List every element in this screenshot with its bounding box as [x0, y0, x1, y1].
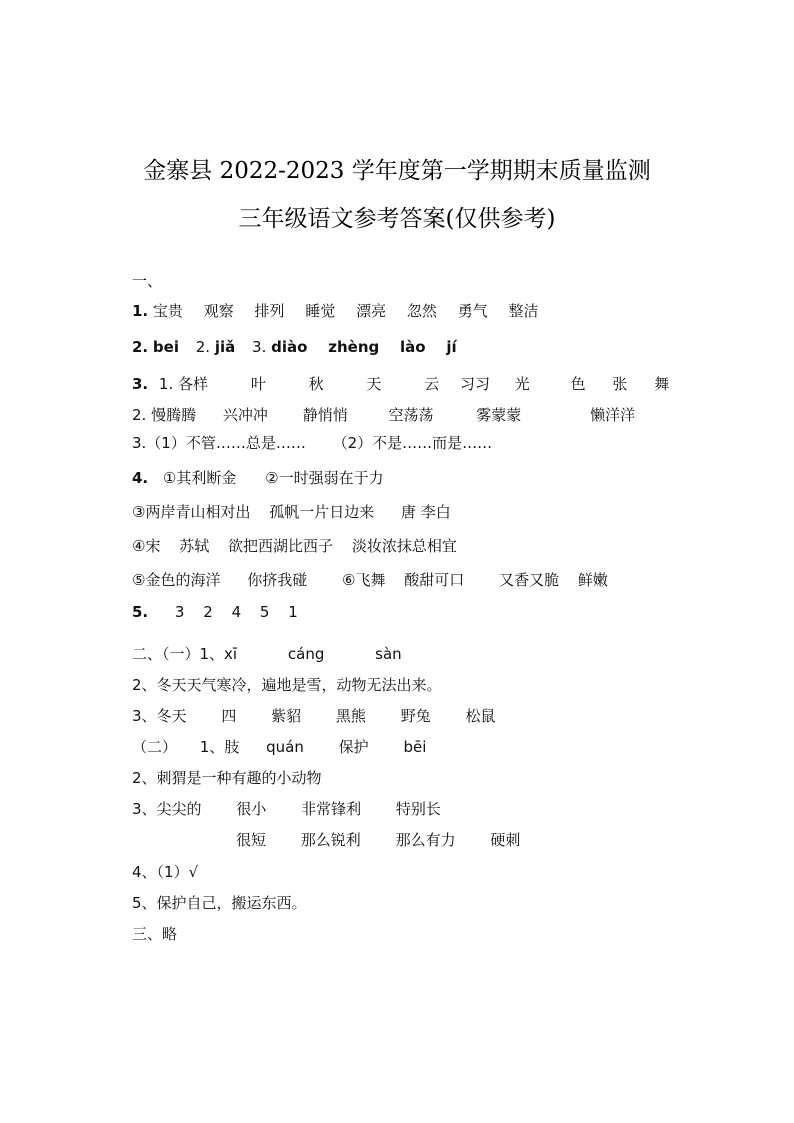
- s1-q4-answer: ②一时强弱在于力: [265, 469, 384, 487]
- s2-answer: 很小: [236, 800, 267, 818]
- document-title: 金寨县 2022-2023 学年度第一学期期末质量监测: [143, 158, 651, 184]
- s1-q3-answer: 慢腾腾: [151, 406, 197, 424]
- s1-q2-pinyin: jí: [446, 338, 457, 356]
- s2-answer: 二、（一）1、xī: [132, 645, 238, 663]
- s1-q3-sub-number: 1.: [158, 375, 174, 393]
- s1-q3-row1: [132, 373, 669, 394]
- s1-q5-value: 1: [288, 603, 298, 621]
- s1-q1-row: [132, 300, 539, 321]
- s1-q1-word: 忽然: [406, 302, 437, 320]
- s1-q4-row3: [132, 535, 457, 556]
- s1-q2-row: [132, 338, 457, 356]
- s1-q1-number: 1.: [132, 302, 149, 320]
- s1-q2-answer-b: jiǎ: [214, 338, 236, 356]
- s1-q5-value: 3: [174, 603, 185, 621]
- s1-q4-answer: 又香又脆: [499, 571, 560, 589]
- section-1-heading: 一、: [132, 272, 163, 290]
- s1-q2-pinyin: diào: [271, 338, 308, 356]
- s1-q5-value: 2: [203, 603, 213, 621]
- s2-answer: 黑熊: [335, 707, 366, 725]
- s1-q3-answer: （2）不是……而是……: [332, 434, 493, 452]
- s1-q3-answer: 光: [514, 375, 530, 393]
- s2-row6: [132, 798, 441, 819]
- s1-q4-row2: [132, 501, 451, 522]
- s1-q4-row4: [132, 569, 608, 590]
- s2-answer: quán: [266, 738, 304, 756]
- s1-q5-number: 5.: [132, 603, 149, 621]
- s2-row5: 2、刺猬是一种有趣的小动物: [132, 769, 322, 787]
- s1-q1-word: 整洁: [508, 302, 539, 320]
- s2-answer: 非常锋利: [301, 800, 362, 818]
- s1-q3-answer: 习习: [460, 375, 491, 393]
- s1-q4-answer: ④宋: [132, 537, 161, 555]
- s1-q5-value: 5: [259, 603, 270, 621]
- s1-q3-answer: 叶: [250, 375, 266, 393]
- s2-answer: 野兔: [400, 707, 431, 725]
- s1-q2-sub-number: 2.: [195, 338, 211, 356]
- s1-q3-answer: 各样: [178, 375, 209, 393]
- s1-q2-number: 2.: [132, 338, 149, 356]
- s2-answer: bēi: [403, 738, 427, 756]
- s1-q2-pinyin: lào: [400, 338, 426, 356]
- s2-row3: [132, 705, 496, 726]
- s1-q1-word: 宝贵: [152, 302, 183, 320]
- s1-q5-row: [132, 603, 298, 621]
- s1-q3-answer: 兴冲冲: [222, 406, 268, 424]
- section-3-heading: 三、略: [132, 925, 178, 943]
- s2-row1: [132, 643, 402, 664]
- s1-q4-answer: ③两岸青山相对出: [132, 503, 251, 521]
- s1-q3-answer: 雾蒙蒙: [476, 406, 522, 424]
- s1-q3-answer: 天: [366, 375, 382, 393]
- s1-q3-answer: 云: [424, 375, 440, 393]
- s2-answer: 3、尖尖的: [132, 800, 202, 818]
- s1-q4-answer: ①其利断金: [162, 469, 237, 487]
- s1-q4-answer: 淡妆浓抹总相宜: [351, 537, 457, 555]
- s1-q3-number: 3.: [132, 375, 149, 393]
- s1-q4-answer: 酸甜可口: [404, 571, 465, 589]
- s1-q4-row1: [132, 467, 384, 488]
- s1-q3-answer: 静悄悄: [302, 406, 348, 424]
- s1-q1-word: 漂亮: [356, 302, 387, 320]
- s2-answer: 很短: [236, 831, 267, 849]
- s1-q3-answer: 舞: [654, 375, 670, 393]
- s1-q4-answer: 孤帆一片日边来: [269, 503, 375, 521]
- s1-q3-answer: 色: [570, 375, 586, 393]
- s1-q1-word: 睡觉: [305, 302, 336, 320]
- s2-answer: 四: [221, 707, 237, 725]
- s2-answer: 紫貂: [271, 707, 302, 725]
- s2-answer: 1、肢: [199, 738, 240, 756]
- s1-q3-answer: 空荡荡: [388, 406, 434, 424]
- s1-q2-answer-a: bei: [152, 338, 179, 356]
- s1-q4-number: 4.: [132, 469, 149, 487]
- s1-q2-pinyin: zhèng: [328, 338, 380, 356]
- s1-q3-row3: [132, 432, 492, 453]
- s1-q4-answer: 你挤我碰: [247, 571, 308, 589]
- s2-answer: 保护: [338, 738, 369, 756]
- s1-q4-answer: 苏轼: [179, 537, 210, 555]
- s1-q3-row2: [132, 404, 635, 425]
- s2-answer: 那么锐利: [300, 831, 361, 849]
- s1-q4-answer: 唐 李白: [401, 503, 451, 521]
- s2-answer: cáng: [287, 645, 325, 663]
- s2-row7: [236, 829, 520, 850]
- s1-q3-answer: 张: [612, 375, 628, 393]
- s2-answer: 硬刺: [490, 831, 521, 849]
- s2-row9: 5、保护自己，搬运东西。: [132, 894, 307, 912]
- s2-row8: 4、（1）√: [132, 863, 199, 881]
- s2-answer: 特别长: [395, 800, 441, 818]
- s1-q4-answer: ⑥飞舞: [342, 571, 386, 589]
- document-subtitle: 三年级语文参考答案(仅供参考): [238, 206, 556, 232]
- s1-q4-answer: ⑤金色的海洋: [132, 571, 221, 589]
- s1-q2-sub-number: 3.: [252, 338, 267, 356]
- s2-row2: 2、冬天天气寒冷，遍地是雪，动物无法出来。: [132, 676, 442, 694]
- s1-q5-value: 4: [231, 603, 242, 621]
- s2-answer: sàn: [375, 645, 402, 663]
- s1-q3-answer: 秋: [308, 375, 324, 393]
- s1-q4-answer: 欲把西湖比西子: [228, 537, 334, 555]
- s1-q1-word: 观察: [203, 302, 234, 320]
- s2-answer: 3、冬天: [132, 707, 187, 725]
- s2-answer: 松鼠: [465, 707, 496, 725]
- s1-q4-answer: 鲜嫩: [577, 571, 608, 589]
- s1-q3-answer: 懒洋洋: [590, 406, 636, 424]
- s2-answer: （二）: [132, 738, 178, 756]
- s1-q3-answer: 3.（1）不管……总是……: [132, 434, 306, 452]
- s1-q1-word: 排列: [254, 302, 285, 320]
- s1-q3-sub-number: 2.: [132, 406, 147, 424]
- s1-q1-word: 勇气: [457, 302, 488, 320]
- s2-row4: [132, 736, 426, 757]
- s2-answer: 那么有力: [395, 831, 456, 849]
